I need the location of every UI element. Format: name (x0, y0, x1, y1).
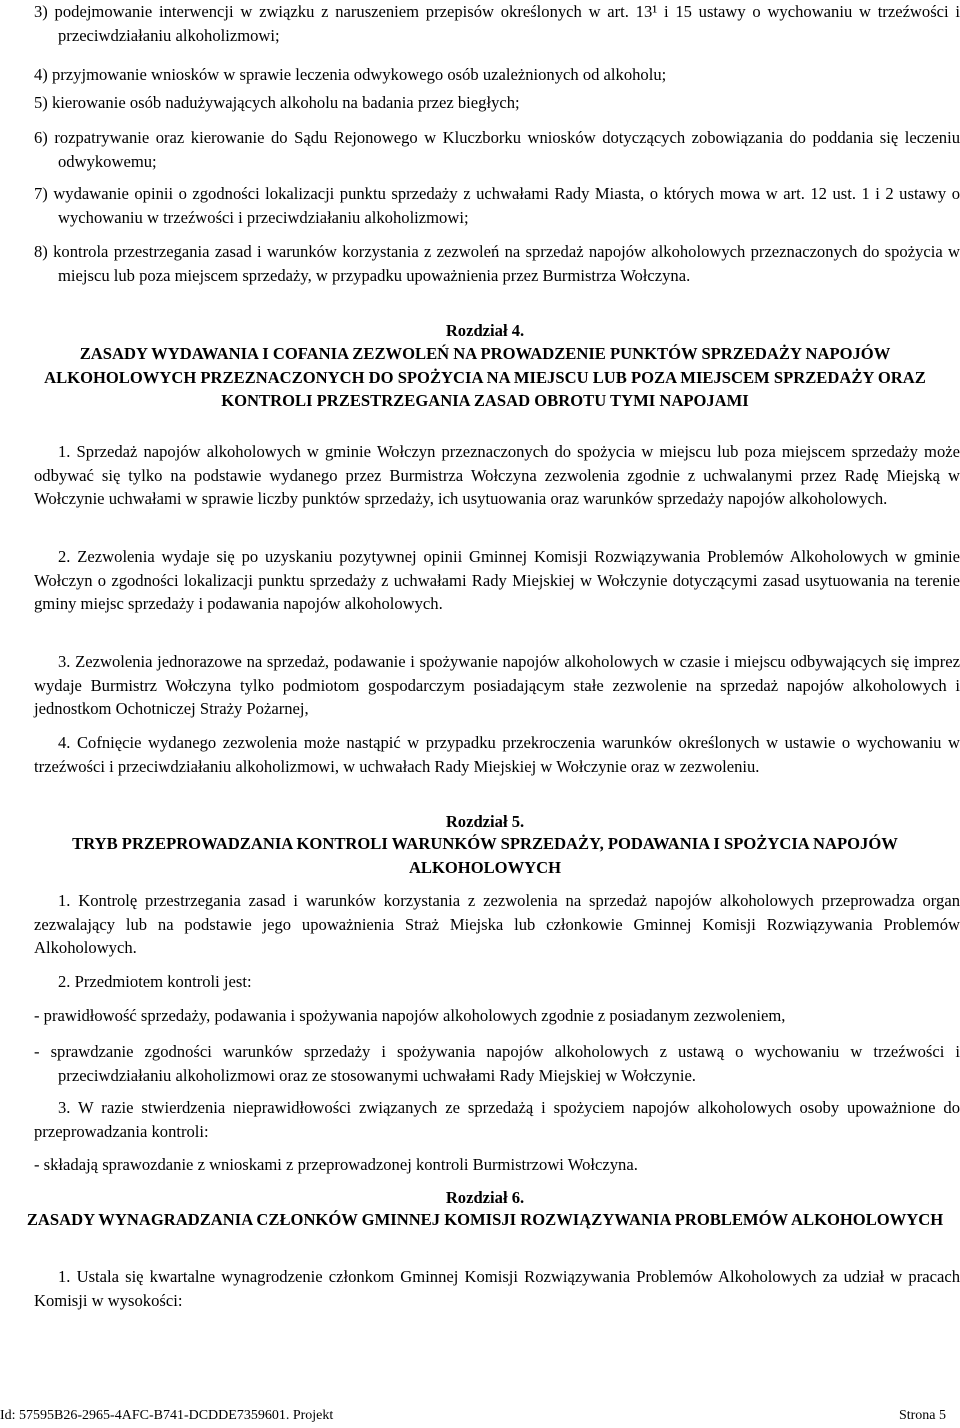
chapter-5-paragraph-2: 2. Przedmiotem kontroli jest: (58, 972, 252, 991)
chapter-4-title: ZASADY WYDAWANIA I COFANIA ZEZWOLEŃ NA PROWADZENIE PUNKTÓW SPRZEDAŻY NAPOJÓW ALKOHOLOWYCH PRZEZNACZONYCH DO SPOŻYCIA NA MIEJSCU LUB POZA MIEJSCEM SPRZEDAŻY ORAZ KONTROLI PRZESTRZEGANIA ZASAD OBROTU TYMI NAPOJAMI (44, 344, 926, 410)
chapter-6-title: ZASADY WYNAGRADZANIA CZŁONKÓW GMINNEJ KOMISJI ROZWIĄZYWANIA PROBLEMÓW ALKOHOLOWYCH (26, 1210, 944, 1229)
chapter-4-paragraph-4: 4. Cofnięcie wydanego zezwolenia może nastąpić w przypadku przekroczenia warunków określonych w ustawie o wychowaniu w trzeźwości i przeciwdziałaniu alkoholizmowi, w uchwałach Rady Miejskiej w Wołczynie oraz w zezwoleniu. (34, 733, 960, 776)
chapter-5-bullet-3: - składają sprawozdanie z wnioskami z przeprowadzonej kontroli Burmistrzowi Wołczyna. (34, 1155, 638, 1174)
chapter-6-paragraph-1: 1. Ustala się kwartalne wynagrodzenie członkom Gminnej Komisji Rozwiązywania Problemów Alkoholowych za udział w pracach Komisji w wysokości: (34, 1267, 960, 1310)
chapter-5-title: TRYB PRZEPROWADZANIA KONTROLI WARUNKÓW SPRZEDAŻY, PODAWANIA I SPOŻYCIA NAPOJÓW ALKOHOLOWYCH (72, 834, 898, 877)
chapter-4-paragraph-1: 1. Sprzedaż napojów alkoholowych w gminie Wołczyn przeznaczonych do spożycia w miejscu lub poza miejscem sprzedaży może odbywać się tylko na podstawie wydanego przez Burmistrza Wołczyna zezwolenia zgodnie z uchwalanymi przez Radę Miejską w Wołczynie uchwałami w sprawie liczby punktów sprzedaży, ich usytuowania oraz warunków sprzedaży napojów alkoholowych. (34, 442, 960, 508)
chapter-5-paragraph-1: 1. Kontrolę przestrzegania zasad i warunków korzystania z zezwolenia na sprzedaż napojów alkoholowych przeprowadza organ zezwalający lub na podstawie jego upoważnienia Straż Miejska lub członkowie Gminnej Komisji Rozwiązywania Problemów Alkoholowych. (34, 891, 960, 957)
chapter-6-label: Rozdział 6. (445, 1188, 525, 1207)
chapter-4-paragraph-2: 2. Zezwolenia wydaje się po uzyskaniu pozytywnej opinii Gminnej Komisji Rozwiązywania Problemów Alkoholowych w gminie Wołczyn o zgodności lokalizacji punktu sprzedaży z uchwałami Rady Miejskiej w Wołczynie dotyczącymi zasad usytuowania na terenie gminy miejsc sprzedaży i podawania napojów alkoholowych. (34, 547, 960, 613)
list-item-8: 8) kontrola przestrzegania zasad i warunków korzystania z zezwoleń na sprzedaż napojów alkoholowych przeznaczonych do spożycia w miejscu lub poza miejscem sprzedaży, w przypadku upoważnienia przez Burmistrza Wołczyna. (34, 242, 960, 285)
list-item-5: 5) kierowanie osób nadużywających alkoholu na badania przez biegłych; (34, 93, 520, 112)
page-number: Strona 5 (898, 1408, 946, 1423)
list-item-4: 4) przyjmowanie wniosków w sprawie leczenia odwykowego osób uzależnionych od alkoholu; (34, 65, 667, 84)
list-item-7: 7) wydawanie opinii o zgodności lokalizacji punktu sprzedaży z uchwałami Rady Miasta, o których mowa w art. 12 ust. 1 i 2 ustawy o wychowaniu w trzeźwości i przeciwdziałaniu alkoholizmowi; (34, 184, 960, 227)
chapter-5-paragraph-3: 3. W razie stwierdzenia nieprawidłowości związanych ze sprzedażą i spożyciem napojów alkoholowych osoby upoważnione do przeprowadzania kontroli: (34, 1098, 960, 1141)
chapter-4-paragraph-3: 3. Zezwolenia jednorazowe na sprzedaż, podawanie i spożywanie napojów alkoholowych w czasie i miejscu odbywających się imprez wydaje Burmistrz Wołczyna tylko podmiotom gospodarczym posiadającym stałe zezwolenie na sprzedaż napojów alkoholowych i jednostkom Ochotniczej Straży Pożarnej, (34, 652, 960, 718)
chapter-5-bullet-2: - sprawdzanie zgodności warunków sprzedaży i spożywania napojów alkoholowych z ustawą o wychowaniu w trzeźwości i przeciwdziałaniu alkoholizmowi oraz ze stosowanymi uchwałami Rady Miejskiej w Wołczynie. (34, 1042, 960, 1085)
list-item-3: 3) podejmowanie interwencji w związku z naruszeniem przepisów określonych w art. 13¹ i 15 ustawy o wychowaniu w trzeźwości i przeciwdziałaniu alkoholizmowi; (34, 2, 960, 45)
list-item-6: 6) rozpatrywanie oraz kierowanie do Sądu Rejonowego w Kluczborku wniosków dotyczących zobowiązania do poddania się leczeniu odwykowemu; (34, 128, 960, 171)
document-id: Id: 57595B26-2965-4AFC-B741-DCDDE7359601. Projekt (0, 1408, 334, 1423)
chapter-5-bullet-1: - prawidłowość sprzedaży, podawania i spożywania napojów alkoholowych zgodnie z posiadanym zezwoleniem, (34, 1006, 786, 1025)
chapter-4-label: Rozdział 4. (445, 321, 525, 340)
chapter-5-label: Rozdział 5. (445, 812, 525, 831)
